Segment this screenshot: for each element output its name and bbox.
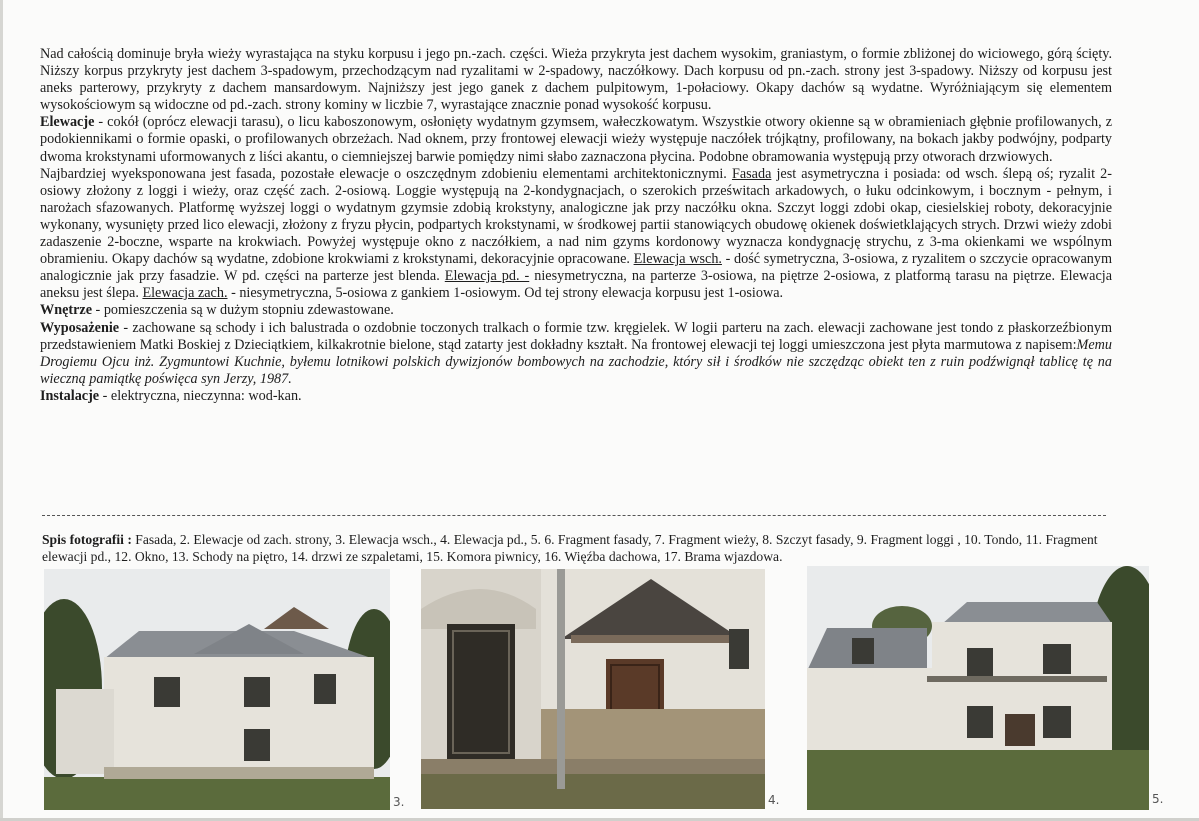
text-span: - cokół (oprócz elewacji tarasu), o licu kaboszonowym, osłonięty wydatnym gzymsem, wałeczkowatym. Wszystkie otwory okienne są w obramieniach głębnie profilowanych, z podokiennikami o formie opaski, o profilowanych obrzeżach. Nad oknem, przy frontowej elewacji wieży występuje naczółek trójkątny, profilowany, na bokach jakby podwójny, podparty dwoma krokstynami uformowanych z liści akantu, o ciemniejszej barwie pomiędzy nimi słabo zaznaczona płycina. Podobne obramowania występują przy otworach drzwiowych. (40, 114, 1112, 165)
label-elewacja-zach: Elewacja zach. (142, 285, 228, 302)
page-edge (0, 0, 3, 821)
text-span: - pomieszczenia są w dużym stopniu zdewastowane. (92, 302, 394, 319)
text-span: - elektryczna, nieczynna: wod-kan. (99, 387, 302, 404)
heading-wyposazenie: Wyposażenie (40, 319, 120, 336)
label-fasada: Fasada (731, 165, 772, 182)
paragraph-elewacje (40, 114, 1112, 165)
heading-wnetrze: Wnętrze (40, 302, 92, 319)
text-span: niesymetryczna, na parterze 3-osiowa, na piętrze 2-osiowa, z platformą tarasu na piętrze. Elewacja aneksu jest ślepa. (40, 268, 1112, 302)
photo-list (42, 531, 1112, 565)
text-span: - dość symetryczna, 3-osiowa, z ryzalitem o szczycie opracowanym analogicznie jak przy fasadzie. W pd. części na parterze jest blenda. (40, 251, 1112, 285)
photo-number: 4. (768, 793, 780, 807)
paragraph-wnetrze (40, 302, 1112, 319)
text-span: - zachowane są schody i ich balustrada o ozdobnie toczonych tralkach o formie tzw. kręgielek. W logii parteru na zach. elewacji zachowane jest tondo z płaskorzeźbionym przedstawieniem Matki Boskiej z Dzieciątkiem, kilkakrotnie bielone, stąd zatarty jest dokładny kształt. Na frontowej elewacji tej loggi umieszczona jest płyta marmutowa z napisem: (40, 319, 1112, 353)
paragraph-fasada (40, 166, 1112, 303)
dashed-separator (42, 515, 1106, 516)
photo-south-elevation (421, 569, 765, 809)
photo-number: 3. (393, 795, 405, 809)
photo-list-label: Spis fotografii : (42, 532, 132, 547)
text-span: jest asymetryczna i posiada: od wsch. ślepą oś; ryzalit 2-osiowy złożony z loggi i wieży, oraz część zach. 2-osiową. Loggie występują na 2-kondygnacjach, o szerokich prześwitach arkadowych, o łuku odcinkowym, i bocznym - pełnym, i narożach sfazowanych. Platformę wyższej loggi o wydatnym gzymsie zdobią krokstyny, analogiczne jak przy naczółku okna. Szczyt loggi zdobi okap, ciesielskiej roboty, dekoracyjnie wykonany, wysunięty przed lico elewacji, złożony z fryzu płycin, podpartych krokstynami, w środkowej partii stanowiących obudowę okienek doświetklających strych. Drzwi wieży zdobi zadaszenie 2-boczne, wsparte na krokwiach. Powyżej występuje okno z naczółkiem, a nad nim gzyms kordonowy wyznacza kondygnację strychu, z 3-ma okienkami we wspólnym obramieniu. Okapy dachów są wydatne, zdobione krokwiami z krokstynami, dekoracyjnie opracowane. (40, 165, 1112, 268)
label-elewacja-pd: Elewacja pd. - (444, 268, 530, 285)
paragraph-tower (40, 46, 1112, 114)
document-body (40, 46, 1112, 405)
text-span: Najbardziej wyeksponowana jest fasada, pozostałe elewacje o oszczędnym zdobieniu elementami architektonicznymi. (40, 165, 732, 182)
photo-east-elevation (44, 569, 390, 810)
photo-list-text: Fasada, 2. Elewacje od zach. strony, 3. Elewacja wsch., 4. Elewacja pd., 5. 6. Fragment fasady, 7. Fragment wieży, 8. Szczyt fasady, 9. Fragment loggi , 10. Tondo, 11. Fragment elewacji pd., 12. Okno, 13. Schody na piętro, 14. drzwi ze szpaletami, 15. Komora piwnicy, 16. Więźba dachowa, 17. Brama wjazdowa. (42, 532, 1098, 564)
photo-number: 5. (1152, 792, 1164, 806)
heading-instalacje: Instalacje (40, 387, 100, 404)
photo-west-elevation (807, 566, 1149, 810)
heading-elewacje: Elewacje (40, 114, 95, 131)
label-elewacja-wsch: Elewacja wsch. (633, 251, 722, 268)
text-span: - niesymetryczna, 5-osiowa z gankiem 1-osiowym. Od tej strony elewacja korpusu jest 1-osiowa. (227, 285, 784, 302)
paragraph-instalacje (40, 388, 1112, 405)
paragraph-wyposazenie (40, 320, 1112, 388)
inscription-text: Memu Drogiemu Ojcu inż. Zygmuntowi Kuchnie, byłemu lotnikowi polskich dywizjonów bombowych na zachodzie, który sił i środków nie szczędząc obiekt ten z ruin podźwignął tablicę tę na wieczną pamiątkę poświęca syn Jerzy, 1987. (40, 336, 1112, 387)
text-span: Nad całością dominuje bryła wieży wyrastająca na styku korpusu i jego pn.-zach. części. Wieża przykryta jest dachem wysokim, graniastym, o formie zbliżonej do wiciowego, górą ścięty. Niższy korpus przykryty jest dachem 3-spadowym, przechodzącym nad ryzalitami w 2-spadowy, naczółkowy. Dach korpusu od pn.-zach. strony jest 3-spadowy. Niższy od korpusu jest aneks parterowy, przykryty z dachem mansardowym. Najniższy jest jego ganek z dachem pulpitowym, 1-połaciowy. Okapy dachów są wydatne. Wyróżniającym się elementem wysokościowym są widoczne od pd.-zach. strony kominy w liczbie 7, wyrastające znacznie ponad wysokość korpusu. (40, 46, 1112, 114)
